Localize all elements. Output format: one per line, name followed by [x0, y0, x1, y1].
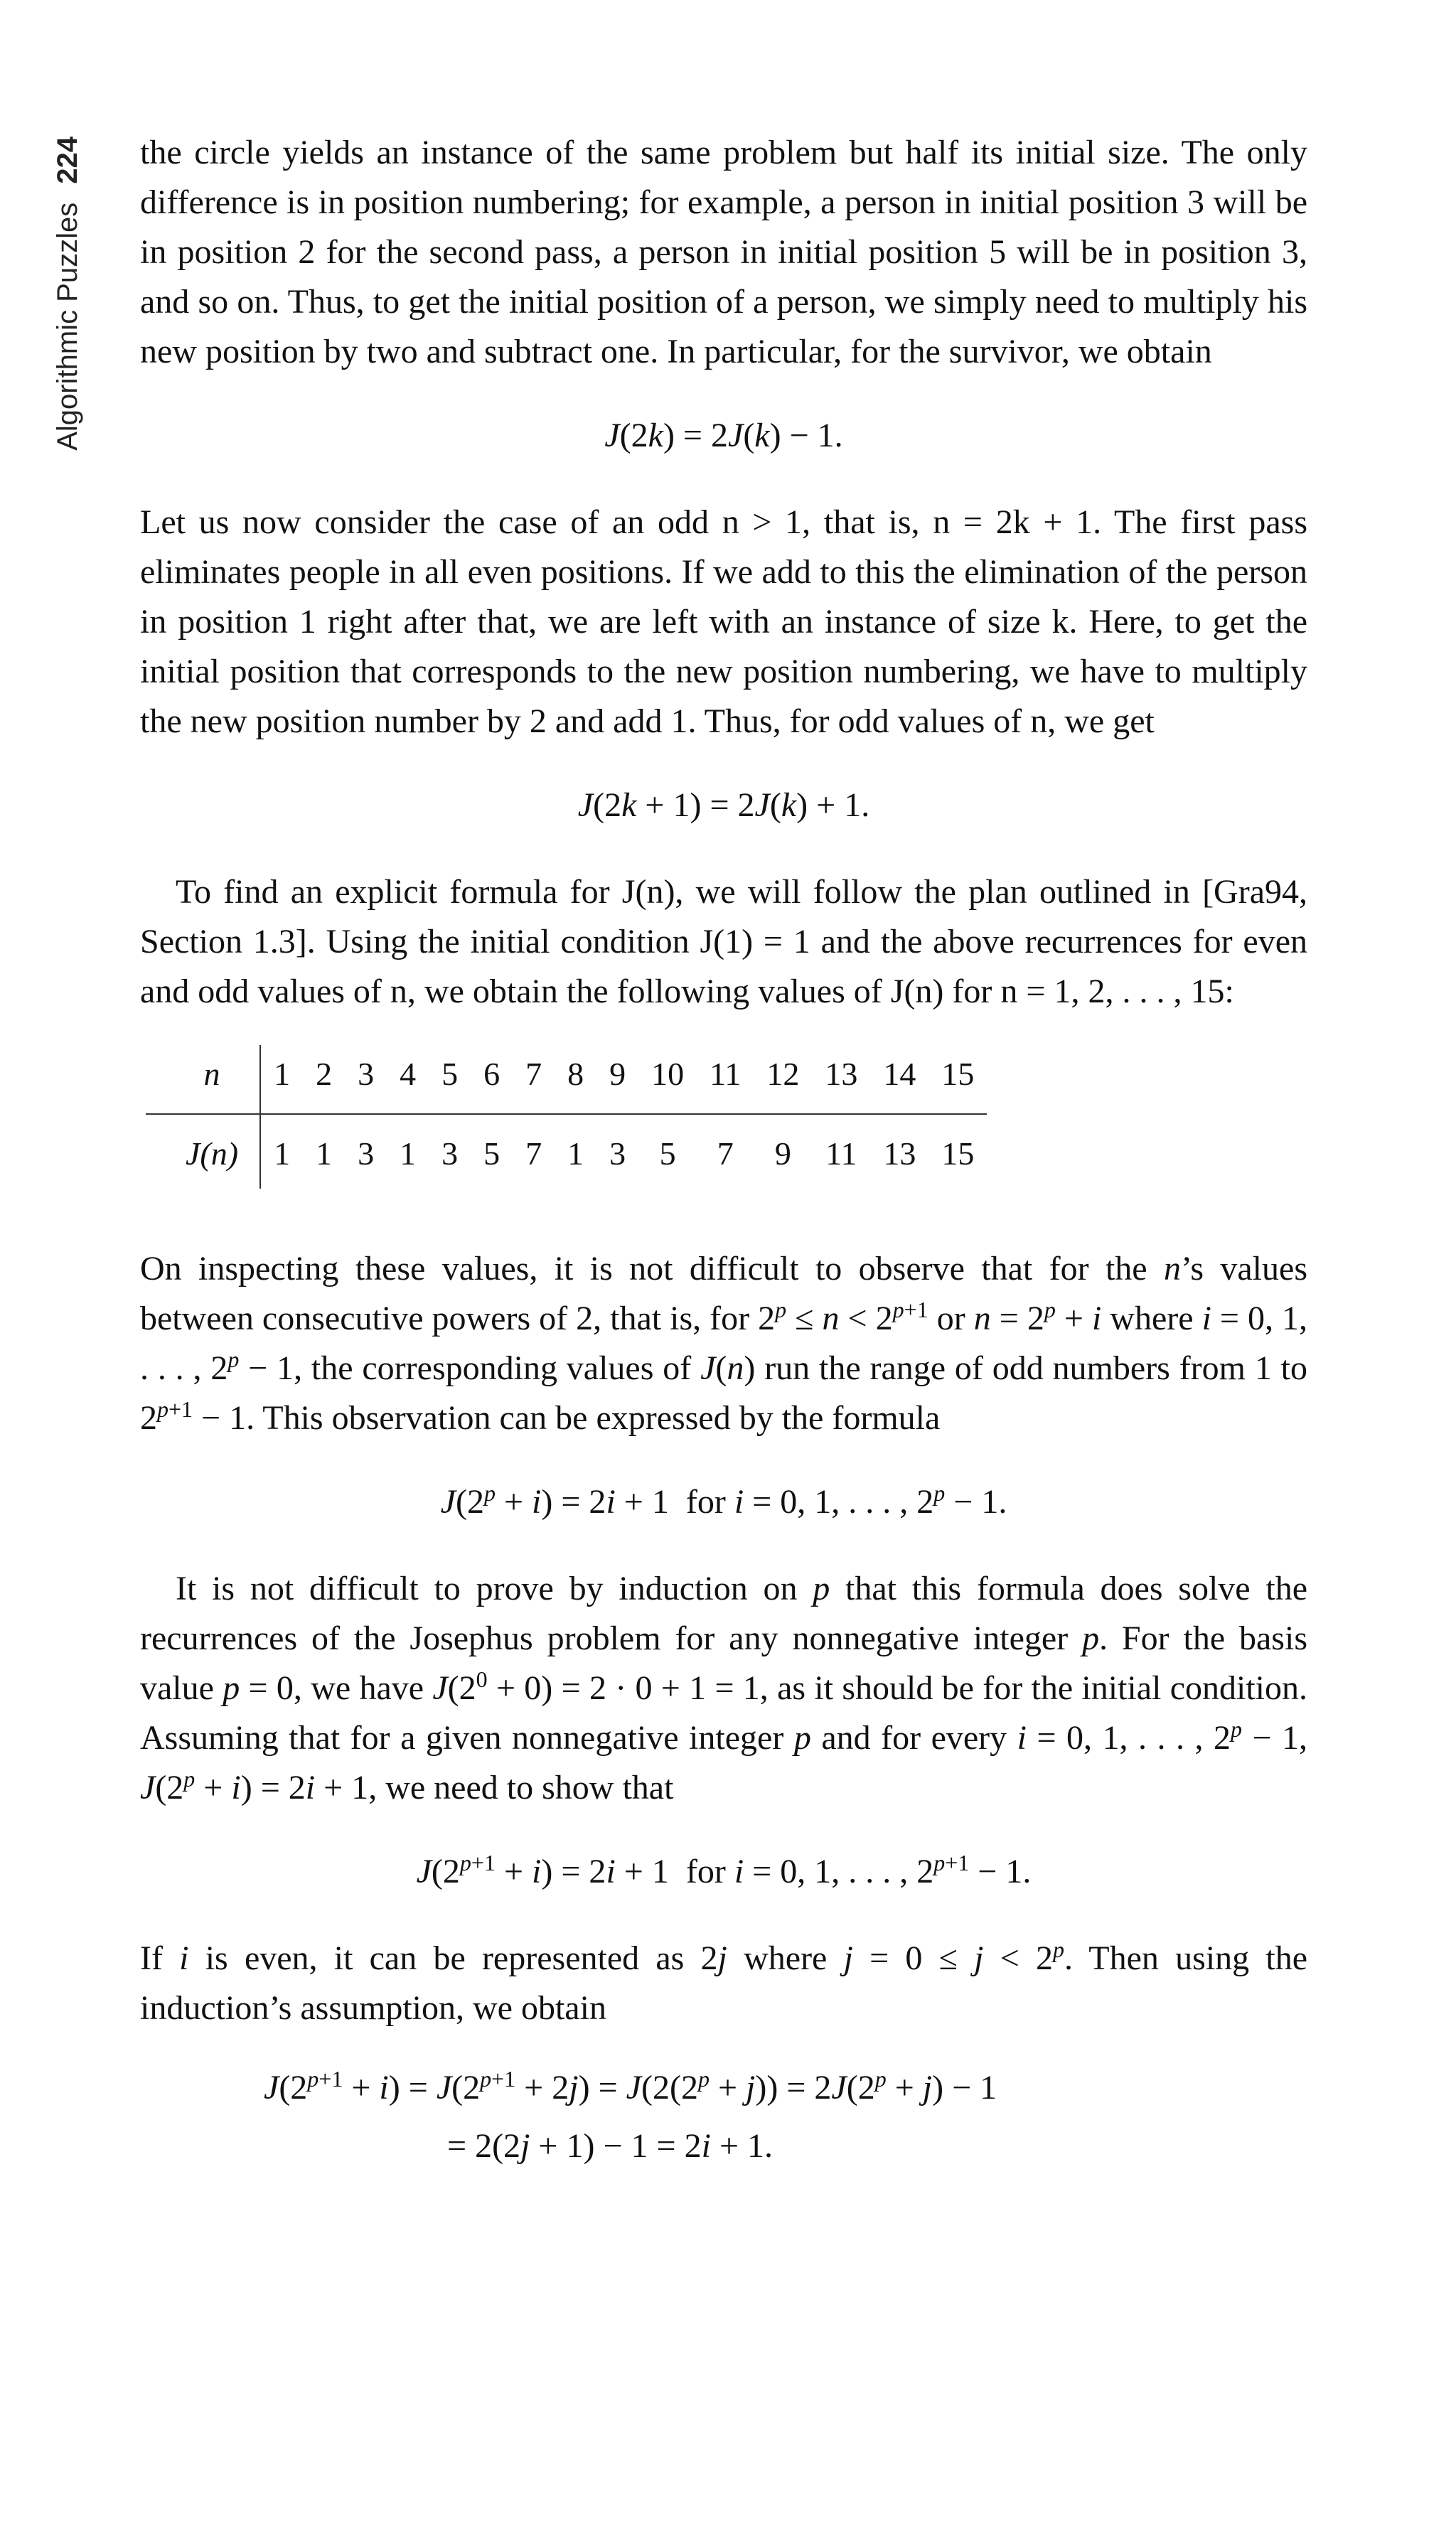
table-cell: 1 [400, 1135, 417, 1172]
table-cell: 1 [316, 1135, 333, 1172]
table-cell: 14 [870, 1045, 928, 1114]
paragraph-4: On inspecting these values, it is not difficult to observe that for the n’s values between consecutive powers of 2, that is, for $2^p \le n < 2^{p+1}$ or $n = 2^p + i$ where i = 0, 1, . . . , $2^p - 1$, the corresponding values of J(n) run the range of odd numbers from 1 to $2^{p+1} - 1$. This observation can be expressed by the formula [140, 1250, 1308, 1437]
table-header-jn: J(n) [146, 1114, 260, 1189]
table-cell: 10 [638, 1045, 697, 1114]
table-cell: 5 [659, 1135, 676, 1172]
josephus-values-table [146, 1045, 987, 1189]
page-body [140, 128, 1307, 2175]
table-cell: 3 [345, 1045, 387, 1114]
table-cell: 11 [697, 1045, 754, 1114]
table-cell: 5 [429, 1045, 471, 1114]
table-cell: 1 [260, 1045, 303, 1114]
table-cell: 7 [513, 1045, 555, 1114]
paragraph-2: Let us now consider the case of an odd n > 1, that is, n = 2k + 1. The first pass eliminates people in all even positions. If we add to this the elimination of the person in position 1 right after that, we are left with an instance of size k. Here, to get the initial position that corresponds to the new position numbering, we have to multiply the new position number by 2 and add 1. Thus, for odd values of n, we get [140, 503, 1307, 740]
table-cell: 7 [717, 1135, 734, 1172]
table-cell: 8 [555, 1045, 596, 1114]
equation-derivation-line-1: $J(2^{p+1} + i) = J(2^{p+1} + 2j) = J(2(2^p + j)) = 2J(2^p + j) - 1$ [264, 2066, 997, 2106]
table-cell: 13 [883, 1135, 916, 1172]
book-title: Algorithmic Puzzles [51, 202, 83, 451]
table-cell: 5 [483, 1135, 500, 1172]
table-cell: 15 [941, 1135, 975, 1172]
table-cell: 3 [358, 1135, 375, 1172]
table-cell: 7 [525, 1135, 542, 1172]
table-row-n [146, 1045, 987, 1114]
table-cell: 3 [609, 1135, 626, 1172]
equation-closed-form: $J(2^p + i) = 2i + 1$ for i = 0, 1, . . . , $2^p - 1$. [440, 1480, 1007, 1521]
table-cell: 9 [596, 1045, 638, 1114]
paragraph-3: To find an explicit formula for J(n), we will follow the plan outlined in [Gra94, Section 1.3]. Using the initial condition J(1) = 1 and the above recurrences for even and odd values of n, we obtain the following values of J(n) for n = 1, 2, . . . , 15: [140, 873, 1307, 1010]
table-cell: 9 [774, 1135, 791, 1172]
running-header [28, 136, 83, 520]
table-cell: 13 [812, 1045, 870, 1114]
table-cell: 4 [387, 1045, 429, 1114]
table-cell: 2 [303, 1045, 345, 1114]
table-cell: 3 [441, 1135, 459, 1172]
paragraph-6: If i is even, it can be represented as 2j where $j = 0 \le j < 2^p$. Then using the induction’s assumption, we obtain [140, 1937, 1307, 2027]
page-number: 224 [51, 136, 83, 184]
table-header-n: n [146, 1045, 260, 1114]
table-cell: 1 [567, 1135, 584, 1172]
table-cell: 12 [754, 1045, 812, 1114]
paragraph-5: It is not difficult to prove by induction on p that this formula does solve the recurrences of the Josephus problem for any nonnegative integer p. For the basis value p = 0, we have $J(2^0 + 0) = 2 \cdot 0 + 1 = 1$, as it should be for the initial condition. Assuming that for a given nonnegative integer p and for every i = 0, 1, . . . , $2^p - 1$, $J(2^p + i) = 2i + 1$, we need to show that [140, 1570, 1308, 1806]
equation-derivation-line-2: = 2(2j + 1) − 1 = 2i + 1. [447, 2127, 774, 2165]
equation-odd: J(2k + 1) = 2J(k) + 1. [577, 786, 870, 824]
equation-induction-goal: $J(2^{p+1} + i) = 2i + 1$ for i = 0, 1, . . . , $2^{p+1} - 1$. [416, 1850, 1032, 1890]
paragraph-1: the circle yields an instance of the same problem but half its initial size. The only difference is in position numbering; for example, a person in initial position 3 will be in position 2 for the second pass, a person in initial position 5 will be in position 3, and so on. Thus, to get the initial position of a person, we simply need to multiply his new position by two and subtract one. In particular, for the survivor, we obtain [140, 134, 1307, 370]
table-cell: 6 [471, 1045, 513, 1114]
equation-even: J(2k) = 2J(k) − 1. [604, 417, 843, 454]
table-cell: 1 [274, 1135, 291, 1172]
table-cell: 11 [825, 1135, 857, 1172]
table-row-jn [146, 1114, 987, 1189]
table-cell: 15 [928, 1045, 987, 1114]
equation-derivation [140, 2059, 1307, 2175]
